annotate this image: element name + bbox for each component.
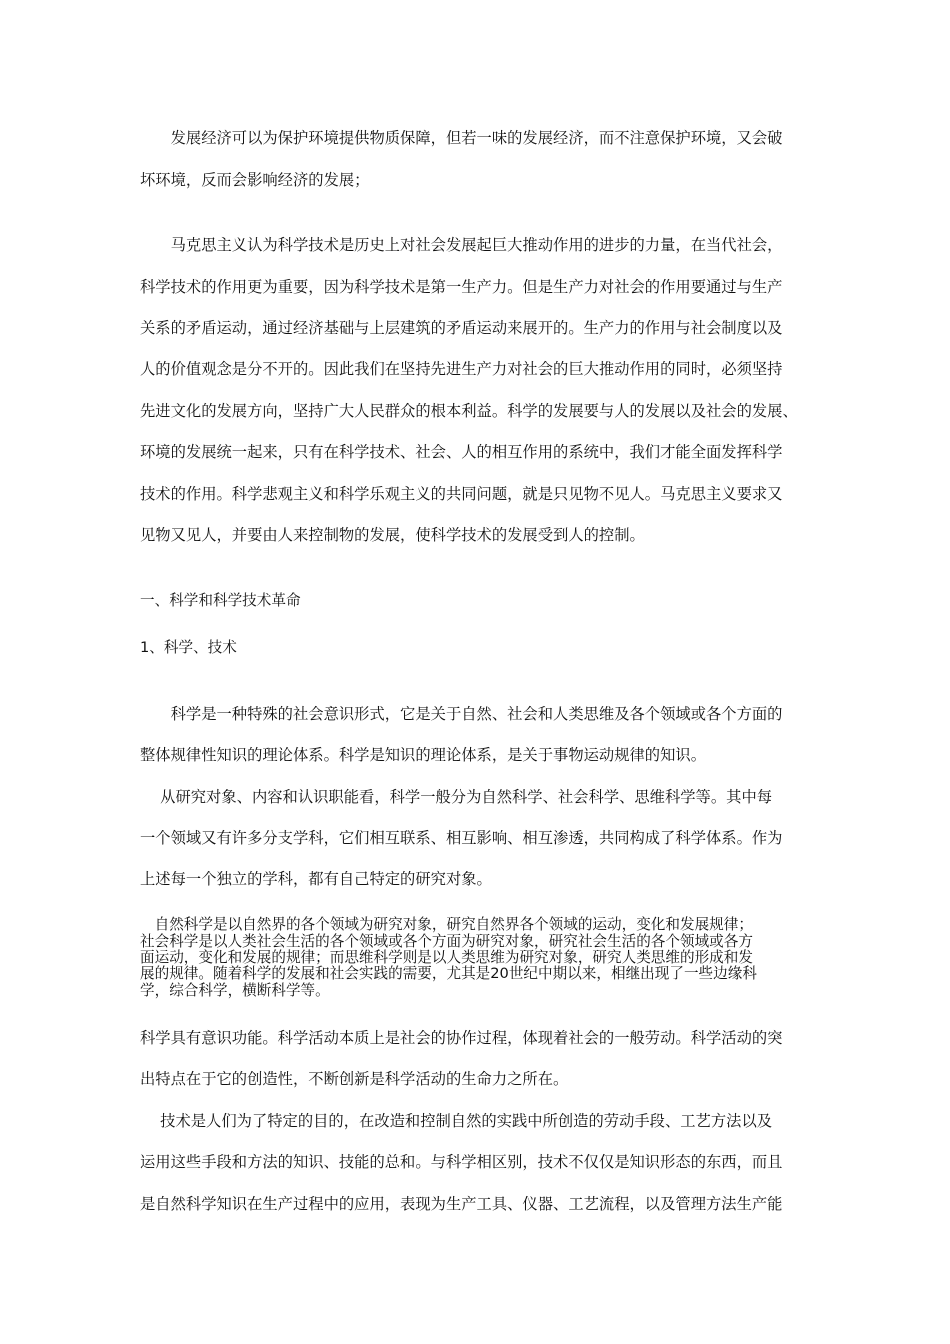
paragraph-4-line-2: 一个领域又有许多分支学科，它们相互联系、相互影响、相互渗透，共同构成了科学体系。作为	[140, 829, 783, 847]
paragraph-7-line-2: 运用这些手段和方法的知识、技能的总和。与科学相区别，技术不仅仅是知识形态的东西，而且	[140, 1153, 783, 1171]
paragraph-5-line-2: 社会科学是以人类社会生活的各个领域或各个方面为研究对象，研究社会生活的各个领域或各方	[140, 933, 753, 950]
paragraph-2-line-5: 先进文化的发展方向，坚持广大人民群众的根本利益。科学的发展要与人的发展以及社会的发展、	[140, 402, 798, 420]
paragraph-4-line-3: 上述每一个独立的学科，都有自己特定的研究对象。	[140, 870, 492, 888]
paragraph-6-line-1: 科学具有意识功能。科学活动本质上是社会的协作过程，体现着社会的一般劳动。科学活动的突	[140, 1029, 783, 1047]
paragraph-3-line-2: 整体规律性知识的理论体系。科学是知识的理论体系，是关于事物运动规律的知识。	[140, 746, 706, 764]
paragraph-5-line-3: 面运动，变化和发展的规律；而思维科学则是以人类思维为研究对象，研究人类思维的形成和发	[140, 949, 753, 966]
paragraph-2-line-1: 马克思主义认为科学技术是历史上对社会发展起巨大推动作用的进步的力量，在当代社会，	[140, 236, 783, 254]
paragraph-2-line-4: 人的价值观念是分不开的。因此我们在坚持先进生产力对社会的巨大推动作用的同时，必须坚持	[140, 360, 783, 378]
paragraph-2-line-6: 环境的发展统一起来，只有在科学技术、社会、人的相互作用的系统中，我们才能全面发挥科学	[140, 443, 783, 461]
paragraph-5-line-1: 自然科学是以自然界的各个领域为研究对象，研究自然界各个领域的运动，变化和发展规律；	[140, 916, 753, 933]
paragraph-6-line-2: 出特点在于它的创造性，不断创新是科学活动的生命力之所在。	[140, 1070, 569, 1088]
paragraph-1-line-1: 发展经济可以为保护环境提供物质保障，但若一味的发展经济，而不注意保护环境，又会破	[140, 129, 783, 147]
paragraph-3-line-1: 科学是一种特殊的社会意识形式，它是关于自然、社会和人类思维及各个领域或各个方面的	[140, 705, 783, 723]
paragraph-2-line-8: 见物又见人，并要由人来控制物的发展，使科学技术的发展受到人的控制。	[140, 526, 645, 544]
paragraph-2-line-2: 科学技术的作用更为重要，因为科学技术是第一生产力。但是生产力对社会的作用要通过与生产	[140, 278, 783, 296]
paragraph-7-line-1: 技术是人们为了特定的目的，在改造和控制自然的实践中所创造的劳动手段、工艺方法以及	[140, 1112, 773, 1130]
paragraph-2-line-3: 关系的矛盾运动，通过经济基础与上层建筑的矛盾运动来展开的。生产力的作用与社会制度以及	[140, 319, 783, 337]
paragraph-1-line-2: 坏环境，反而会影响经济的发展；	[140, 171, 370, 189]
subsection-heading: 1、科学、技术	[140, 639, 237, 656]
paragraph-4-line-1: 从研究对象、内容和认识职能看，科学一般分为自然科学、社会科学、思维科学等。其中每	[140, 788, 773, 806]
section-heading: 一、科学和科学技术革命	[140, 592, 301, 609]
paragraph-7-line-3: 是自然科学知识在生产过程中的应用，表现为生产工具、仪器、工艺流程，以及管理方法生产能	[140, 1195, 783, 1213]
paragraph-2-line-7: 技术的作用。科学悲观主义和科学乐观主义的共同问题，就是只见物不见人。马克思主义要求又	[140, 485, 783, 503]
paragraph-5-line-5: 学，综合科学，横断科学等。	[140, 982, 330, 999]
paragraph-5-line-4: 展的规律。随着科学的发展和社会实践的需要，尤其是20世纪中期以来，相继出现了一些边缘科	[140, 965, 757, 982]
